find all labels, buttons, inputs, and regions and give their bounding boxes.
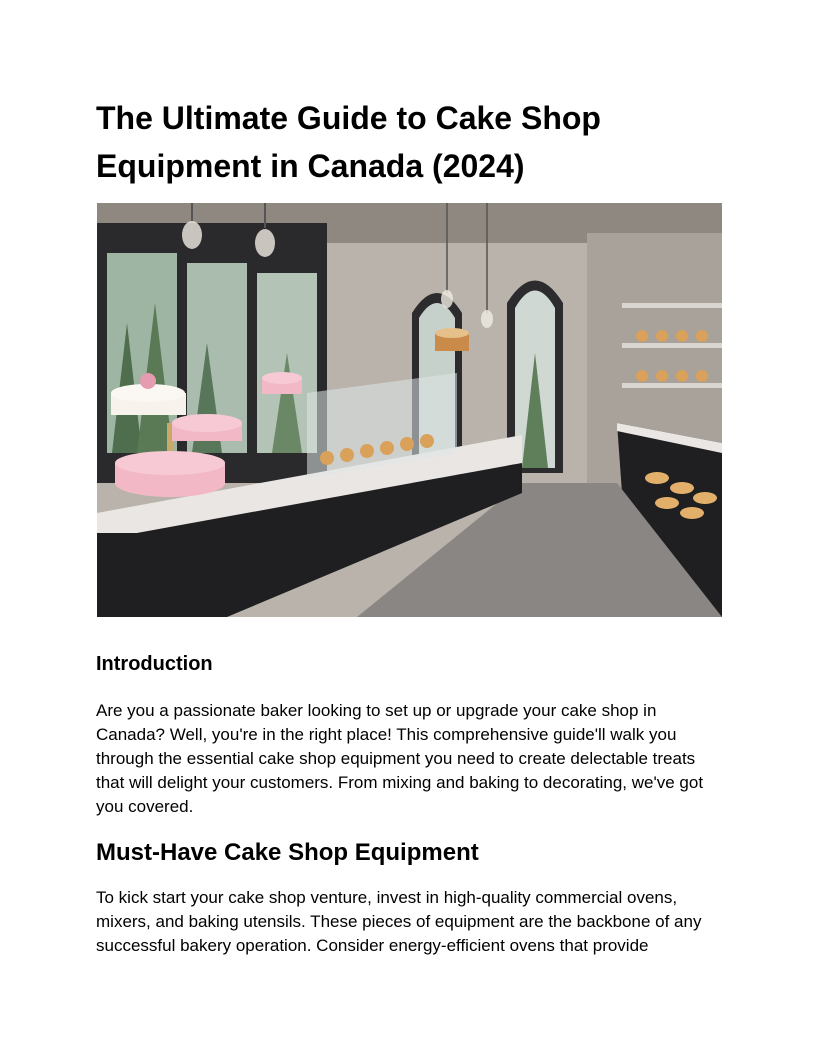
intro-heading: Introduction — [96, 653, 213, 675]
hero-image-cake-shop-interior — [97, 203, 722, 617]
section-heading: Must-Have Cake Shop Equipment — [96, 839, 479, 866]
article-title: The Ultimate Guide to Cake Shop Equipment in Canada (2024) — [96, 100, 601, 184]
intro-paragraph: Are you a passionate baker looking to set up or upgrade your cake shop in Canada? Well, you're in the right place! This comprehensive guide'll walk you through the essential cake shop equipment you need to create delectable treats that will delight your customers. From mixing and baking to decorating, we've got you covered. — [96, 701, 704, 816]
cake-shop-illustration — [97, 203, 722, 617]
section-paragraph: To kick start your cake shop venture, invest in high-quality commercial ovens, mixers, and baking utensils. These pieces of equipment are the backbone of any successful bakery operation. Consider energy-efficient ovens that provide — [96, 888, 702, 955]
